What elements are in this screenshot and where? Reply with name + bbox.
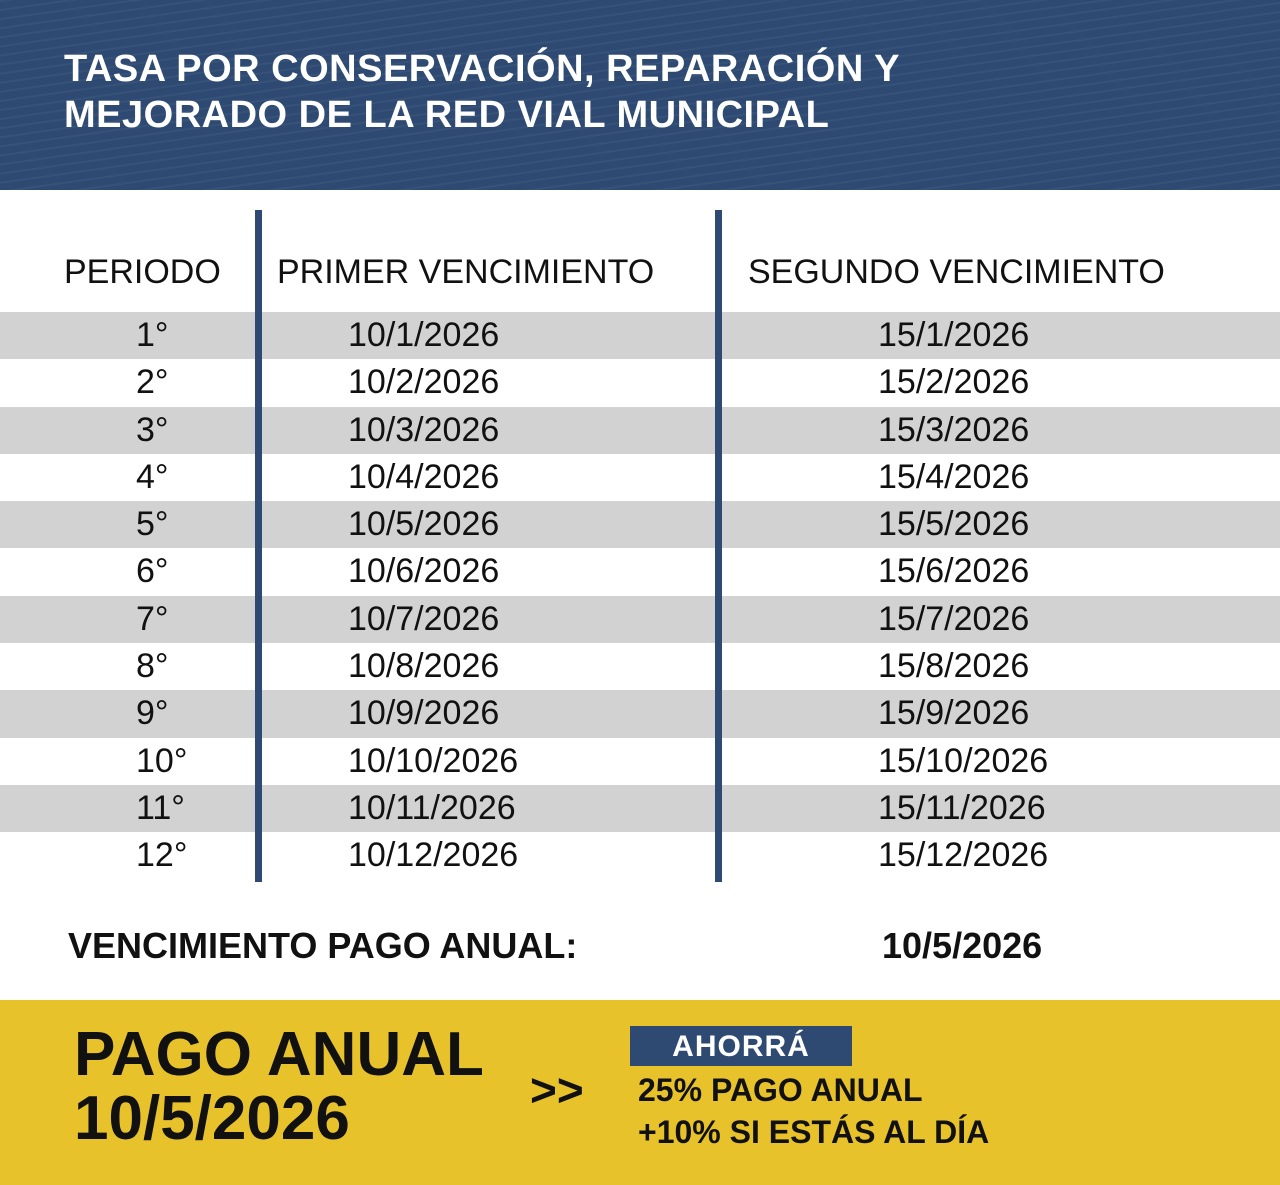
- title-line-1: TASA POR CONSERVACIÓN, REPARACIÓN Y: [64, 48, 901, 90]
- first-due-cell: 10/6/2026: [348, 552, 500, 591]
- promo-date: 10/5/2026: [74, 1084, 350, 1153]
- table-row: [0, 454, 1280, 501]
- first-due-cell: 10/7/2026: [348, 599, 500, 638]
- second-due-cell: 15/11/2026: [878, 788, 1046, 827]
- table-row: [0, 548, 1280, 595]
- column-header-segundo-vencimiento: SEGUNDO VENCIMIENTO: [748, 253, 1165, 291]
- column-divider: [255, 210, 262, 882]
- period-cell: 7°: [136, 599, 169, 638]
- table-row: [0, 407, 1280, 454]
- first-due-cell: 10/4/2026: [348, 457, 500, 496]
- first-due-cell: 10/3/2026: [348, 410, 500, 449]
- table-row: [0, 501, 1280, 548]
- period-cell: 4°: [136, 457, 169, 496]
- table-row: [0, 359, 1280, 406]
- page-title: [64, 46, 1164, 138]
- table-row: [0, 596, 1280, 643]
- first-due-cell: 10/1/2026: [348, 316, 500, 354]
- save-badge: AHORRÁ: [630, 1026, 852, 1066]
- table-row: [0, 738, 1280, 785]
- second-due-cell: 15/5/2026: [878, 505, 1030, 544]
- period-cell: 6°: [136, 552, 169, 591]
- first-due-cell: 10/5/2026: [348, 505, 500, 544]
- first-due-cell: 10/2/2026: [348, 363, 500, 402]
- first-due-cell: 10/10/2026: [348, 741, 519, 780]
- period-cell: 8°: [136, 647, 169, 686]
- second-due-cell: 15/2/2026: [878, 363, 1030, 402]
- table-row: [0, 690, 1280, 737]
- period-cell: 5°: [136, 505, 169, 544]
- annual-due-label: VENCIMIENTO PAGO ANUAL:: [68, 925, 578, 966]
- table-row: [0, 643, 1280, 690]
- second-due-cell: 15/3/2026: [878, 410, 1030, 449]
- first-due-cell: 10/9/2026: [348, 694, 500, 733]
- second-due-cell: 15/7/2026: [878, 599, 1030, 638]
- period-cell: 12°: [136, 836, 188, 875]
- discount-line-up-to-date: +10% SI ESTÁS AL DÍA: [638, 1114, 990, 1150]
- period-cell: 3°: [136, 410, 169, 449]
- column-divider: [715, 210, 722, 882]
- second-due-cell: 15/1/2026: [878, 316, 1030, 354]
- table-row: [0, 785, 1280, 832]
- period-cell: 9°: [136, 694, 169, 733]
- period-cell: 11°: [136, 788, 185, 827]
- header-banner: [0, 0, 1280, 190]
- period-cell: 10°: [136, 741, 188, 780]
- due-dates-table: [0, 312, 1280, 880]
- period-cell: 2°: [136, 363, 169, 402]
- annual-due-date: 10/5/2026: [882, 925, 1043, 966]
- table-row: [0, 832, 1280, 879]
- annual-payment-banner: [0, 1000, 1280, 1185]
- second-due-cell: 15/9/2026: [878, 694, 1030, 733]
- promo-title: PAGO ANUAL: [74, 1020, 484, 1089]
- second-due-cell: 15/8/2026: [878, 647, 1030, 686]
- second-due-cell: 15/10/2026: [878, 741, 1049, 780]
- first-due-cell: 10/8/2026: [348, 647, 500, 686]
- period-cell: 1°: [136, 316, 169, 354]
- title-line-2: MEJORADO DE LA RED VIAL MUNICIPAL: [64, 94, 830, 136]
- table-row: [0, 312, 1280, 359]
- second-due-cell: 15/4/2026: [878, 457, 1030, 496]
- first-due-cell: 10/12/2026: [348, 836, 519, 875]
- double-arrow-icon: >>: [530, 1064, 584, 1116]
- column-header-periodo: PERIODO: [64, 253, 221, 291]
- second-due-cell: 15/12/2026: [878, 836, 1049, 875]
- second-due-cell: 15/6/2026: [878, 552, 1030, 591]
- column-header-primer-vencimiento: PRIMER VENCIMIENTO: [277, 253, 655, 291]
- first-due-cell: 10/11/2026: [348, 788, 516, 827]
- discount-line-annual: 25% PAGO ANUAL: [638, 1072, 923, 1108]
